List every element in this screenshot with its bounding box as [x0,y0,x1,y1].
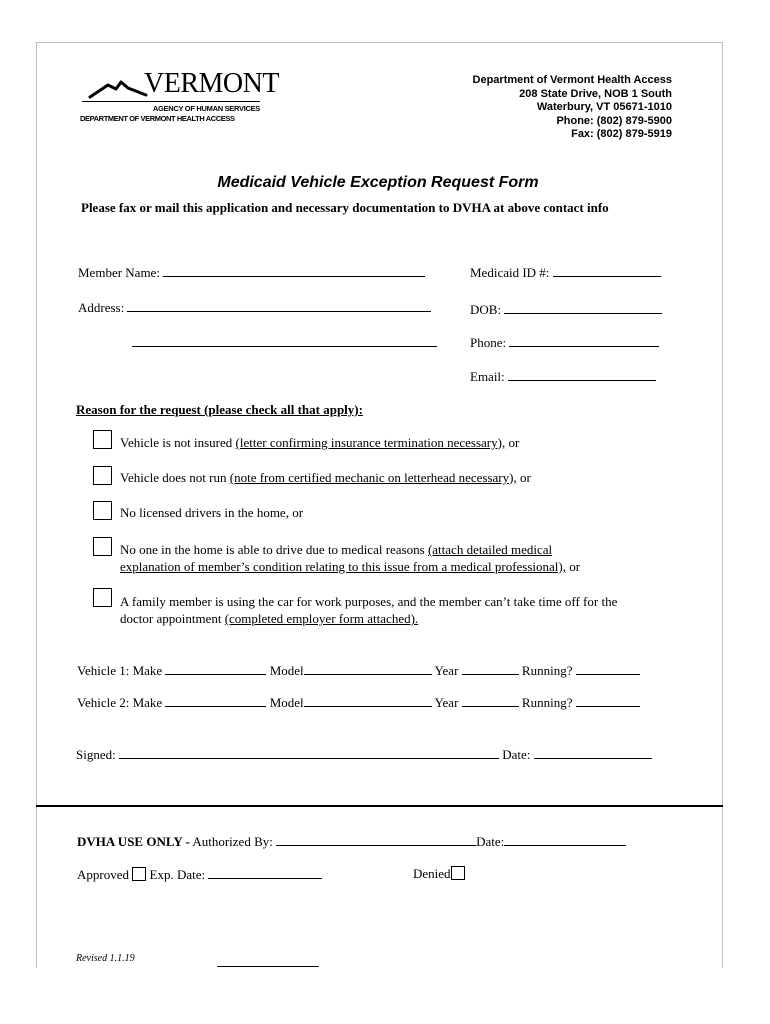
approval-row [77,866,322,883]
member-name-line[interactable] [163,264,425,277]
authorized-by-label: Authorized By: [189,834,273,849]
signature-date-line[interactable] [534,746,652,759]
signed-label: Signed: [76,747,116,762]
vermont-mountain-logo-icon [88,77,148,99]
signature-row [76,746,652,763]
email-label: Email: [470,369,505,384]
form-title: Medicaid Vehicle Exception Request Form [217,174,539,191]
vehicle-1-running-line[interactable] [576,662,640,675]
agency-name: AGENCY OF HUMAN SERVICES [152,104,260,113]
reason-medical-text: No one in the home is able to drive due to medical reasons (attach detailed medical explanation of member’s condition relating to this issue from a medical professional), or [120,542,581,574]
email-field[interactable] [470,368,656,385]
department-name: DEPARTMENT OF VERMONT HEALTH ACCESS [80,114,235,123]
phone-line[interactable] [509,334,659,347]
vehicle-1-row [77,662,640,679]
address-line-1[interactable] [127,299,431,312]
footer-rule [217,966,319,967]
exp-date-label: Exp. Date: [149,867,206,882]
contact-block [473,74,672,142]
medical-explanation-note-2: explanation of member’s condition relating to this issue from a medical professional), [120,559,566,574]
vehicle-2-year-line[interactable] [462,694,519,707]
vehicle-2-model-label: Model [269,695,304,710]
dob-field[interactable] [470,301,662,318]
vehicle-2-year-label: Year [434,695,459,710]
reason-no-drivers-checkbox[interactable] [93,501,112,520]
contact-department: Department of Vermont Health Access [472,74,672,86]
signature-date-label: Date: [502,747,531,762]
contact-city: Waterbury, VT 05671-1010 [536,101,672,113]
address-field[interactable] [78,299,431,316]
denied-label: Denied [413,866,451,881]
vehicle-1-running-label: Running? [521,663,573,678]
revision-note: Revised 1.1.19 [76,953,135,964]
address-label: Address: [78,300,125,315]
vehicle-2-make-label: Vehicle 2: Make [77,695,163,710]
medicaid-id-field[interactable] [470,264,661,281]
employer-form-note: (completed employer form attached). [224,611,419,626]
vehicle-1-make-line[interactable] [165,662,266,675]
medicaid-id-line[interactable] [553,264,661,277]
denied-group [413,866,465,882]
vehicle-2-row [77,694,640,711]
vehicle-1-model-label: Model [269,663,304,678]
logo-divider [82,101,260,102]
medical-explanation-note-1: (attach detailed medical [427,542,553,557]
address-line-2[interactable] [132,346,437,347]
mechanic-note: (note from certified mechanic on letterhead necessary), [229,470,517,485]
dob-line[interactable] [504,301,662,314]
office-use-row [77,833,626,850]
office-date-label: Date: [476,834,505,849]
vehicle-2-running-label: Running? [521,695,573,710]
contact-street: 208 State Drive, NOB 1 South [519,87,672,100]
vehicle-2-model-line[interactable] [304,694,432,707]
reason-work-purposes-text: A family member is using the car for work purposes, and the member can’t take time off for the doctor appointment (completed employer form attached). [120,594,618,626]
member-name-field[interactable] [78,264,425,281]
exp-date-line[interactable] [208,866,322,879]
reason-medical-checkbox[interactable] [93,537,112,556]
member-name-label: Member Name: [78,265,160,280]
medicaid-id-label: Medicaid ID #: [470,265,550,280]
reason-work-purposes-checkbox[interactable] [93,588,112,607]
vehicle-1-year-label: Year [434,663,459,678]
reason-does-not-run-checkbox[interactable] [93,466,112,485]
insurance-letter-note: (letter confirming insurance termination necessary), [235,435,506,450]
denied-checkbox[interactable] [451,866,465,880]
office-date-line[interactable] [504,833,626,846]
approved-checkbox[interactable] [132,867,146,881]
office-use-divider [36,805,723,807]
approved-label: Approved [77,867,129,882]
vehicle-1-year-line[interactable] [462,662,519,675]
vehicle-1-make-label: Vehicle 1: Make [77,663,163,678]
reasons-heading: Reason for the request (please check all that apply): [76,402,363,417]
form-instructions: Please fax or mail this application and necessary documentation to DVHA at above contact info [81,200,609,215]
vehicle-2-running-line[interactable] [576,694,640,707]
authorized-by-line[interactable] [276,833,476,846]
office-use-label: DVHA USE ONLY - [77,834,190,849]
signature-line[interactable] [119,746,499,759]
reason-no-drivers-text: No licensed drivers in the home, or [120,505,304,520]
reason-not-insured-text: Vehicle is not insured (letter confirming insurance termination necessary), or [120,435,520,450]
logo-text: VERMONT [144,68,279,99]
dob-label: DOB: [470,302,502,317]
phone-label: Phone: [470,335,507,350]
vehicle-2-make-line[interactable] [165,694,266,707]
email-line[interactable] [508,368,656,381]
phone-field[interactable] [470,334,659,351]
reason-does-not-run-text: Vehicle does not run (note from certified mechanic on letterhead necessary), or [120,470,531,485]
reason-not-insured-checkbox[interactable] [93,430,112,449]
vehicle-1-model-line[interactable] [304,662,432,675]
contact-fax: Fax: (802) 879-5919 [571,128,672,140]
contact-phone: Phone: (802) 879-5900 [556,114,672,127]
